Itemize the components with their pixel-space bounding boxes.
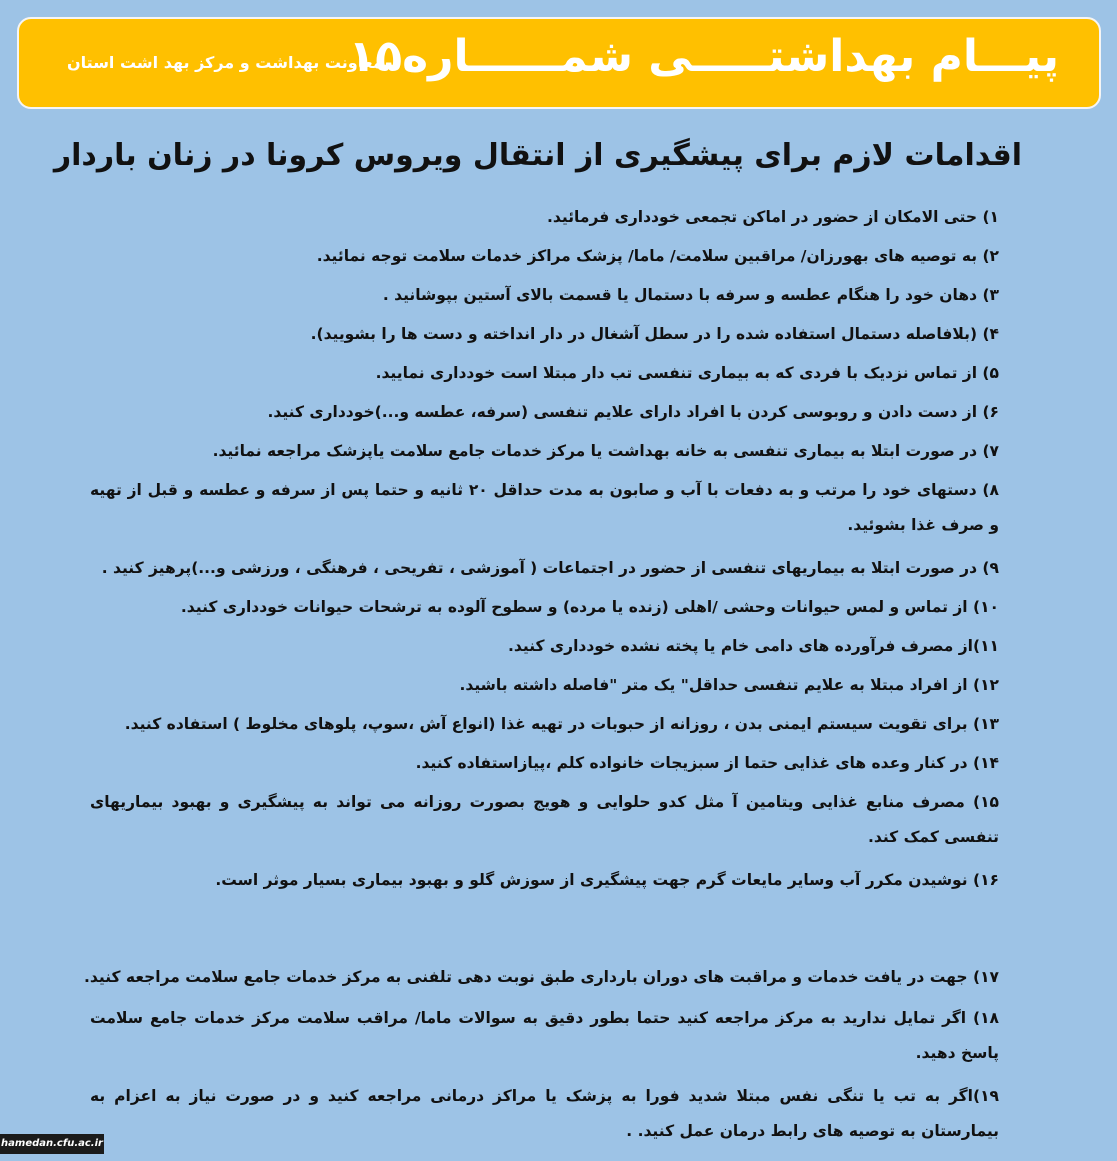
issuer-subtitle: معاونت بهداشت و مرکز بهد اشت استان: [67, 53, 383, 72]
list-item-15: ۱۵) مصرف منابع غذایی ویتامین آ مثل کدو حلوایی و هویج بصورت روزانه می تواند به پیشگیری و بهبود بیماریهای تنفسی کمک کند.: [90, 793, 999, 846]
list-item-13: ۱۳) برای تقویت سیستم ایمنی بدن ، روزانه از حبوبات در تهیه غذا (انواع آش ،سوپ، پلوهای مخلوط ) استفاده کنید.: [124, 715, 999, 733]
list-item-1: ۱) حتی الامکان از حضور در اماکن تجمعی خودداری فرمائید.: [547, 208, 999, 226]
page-title: اقدامات لازم برای پیشگیری از انتقال ویروس کرونا در زنان باردار: [53, 138, 1022, 173]
list-item-11: ۱۱)از مصرف فرآورده های دامی خام یا پخته نشده خودداری کنید.: [508, 637, 999, 655]
list-item-19: ۱۹)اگر به تب یا تنگی نفس مبتلا شدید فورا به پزشک یا مراکز درمانی مراجعه کنید و در صورت نیاز به اعزام به بیمارستان به توصیه های رابط درمان عمل کنید. .: [90, 1087, 999, 1140]
list-item-3: ۳) دهان خود را هنگام عطسه و سرفه با دستمال یا قسمت بالای آستین بپوشانید .: [382, 286, 999, 304]
list-item-18: ۱۸) اگر تمایل ندارید به مرکز مراجعه کنید حتما بطور دقیق به سوالات ماما/ مراقب سلامت مرکز خدمات جامع سلامت پاسخ دهید.: [90, 1009, 999, 1062]
header-banner: [17, 17, 1101, 109]
list-item-12: ۱۲) از افراد مبتلا به علایم تنفسی حداقل" یک متر "فاصله داشته باشید.: [459, 676, 999, 694]
list-item-14: ۱۴) در کنار وعده های غذایی حتما از سبزیجات خانواده کلم ،پیازاستفاده کنید.: [415, 754, 999, 772]
message-title: پیـــام بهداشتـــــی شمــــــاره۱۵: [348, 31, 1059, 82]
list-item-9: ۹) در صورت ابتلا به بیماریهای تنفسی از حضور در اجتماعات ( آموزشی ، تفریحی ، فرهنگی ، ورزشی و...)پرهیز کنید .: [101, 559, 999, 577]
list-item-10: ۱۰) از تماس و لمس حیوانات وحشی /اهلی (زنده یا مرده) و سطوح آلوده به ترشحات حیوانات خودداری کنید.: [180, 598, 999, 616]
list-item-7: ۷) در صورت ابتلا به بیماری تنفسی به خانه بهداشت یا مرکز خدمات جامع سلامت یاپزشک مراجعه نمائید.: [212, 442, 999, 460]
list-item-2: ۲) به توصیه های بهورزان/ مراقبین سلامت/ ماما/ پزشک مراکز خدمات سلامت توجه نمائید.: [316, 247, 999, 265]
list-item-16: ۱۶) نوشیدن مکرر آب وسایر مایعات گرم جهت پیشگیری از سوزش گلو و بهبود بیماری بسیار موثر است.: [215, 871, 999, 889]
list-item-5: ۵) از تماس نزدیک با فردی که به بیماری تنفسی تب دار مبتلا است خودداری نمایید.: [375, 364, 999, 382]
list-item-4: ۴) (بلافاصله دستمال استفاده شده را در سطل آشغال در دار انداخته و دست ها را بشویید).: [310, 325, 999, 343]
website-badge: hamedan.cfu.ac.ir: [0, 1134, 104, 1154]
list-item-6: ۶) از دست دادن و روبوسی کردن با افراد دارای علایم تنفسی (سرفه، عطسه و...)خودداری کنید.: [267, 403, 999, 421]
list-item-17: ۱۷) جهت در یافت خدمات و مراقبت های دوران بارداری طبق نوبت دهی تلفنی به مرکز خدمات جامع سلامت مراجعه کنید.: [84, 968, 999, 986]
list-item-8: ۸) دستهای خود را مرتب و به دفعات با آب و صابون به مدت حداقل ۲۰ ثانیه و حتما پس از سرفه و عطسه و قبل از تهیه و صرف غذا بشوئید.: [90, 481, 999, 534]
